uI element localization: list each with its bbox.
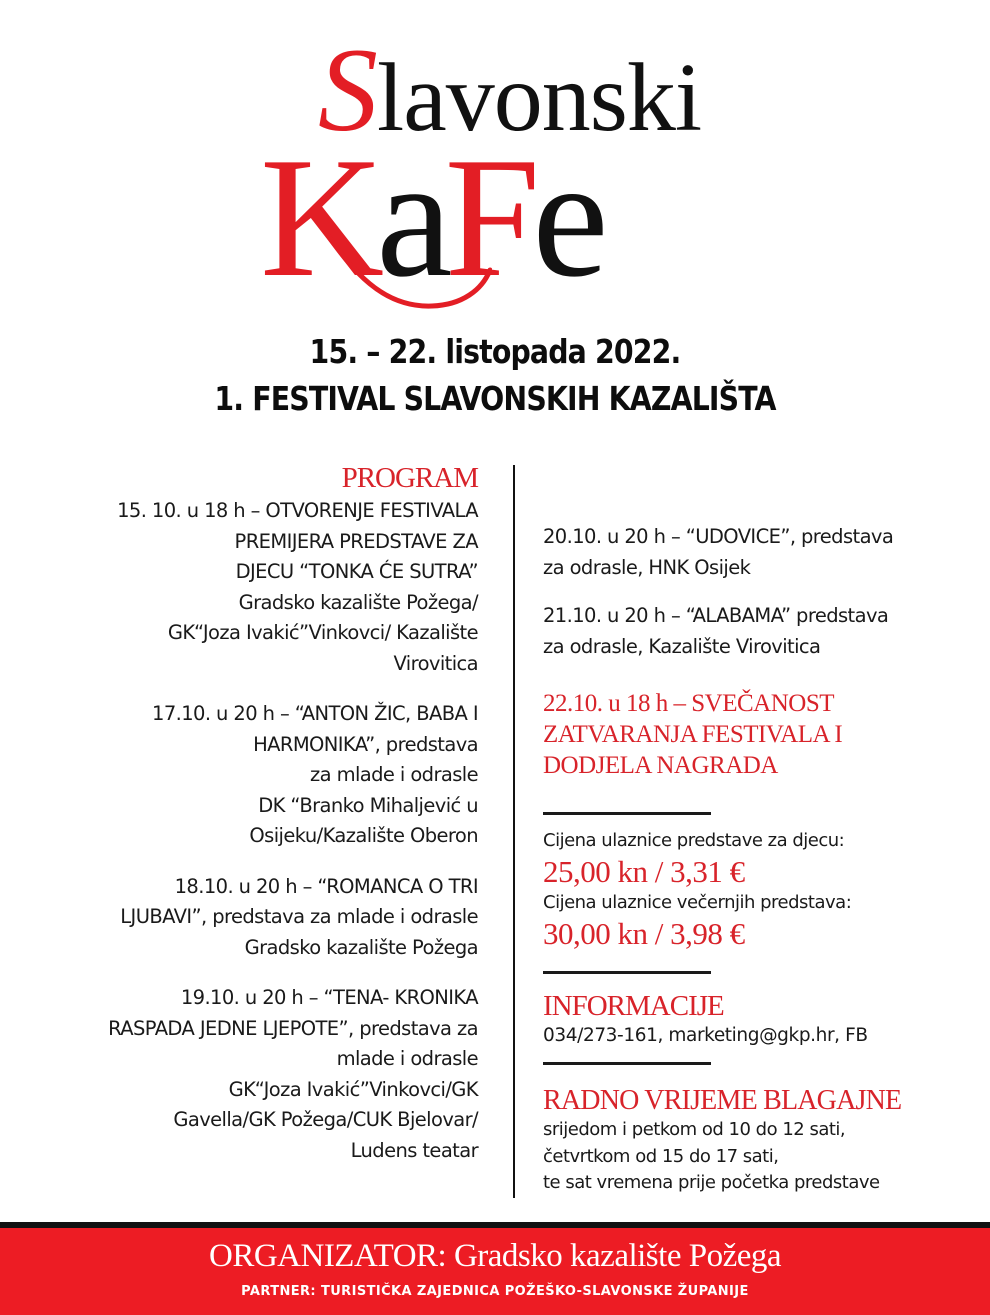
event-line: 17.10. u 20 h – “ANTON ŽIC, BABA I bbox=[152, 702, 478, 725]
price-label-evening: Cijena ulaznice večernjih predstava: bbox=[543, 892, 852, 913]
separator-line bbox=[543, 812, 711, 815]
information-title: INFORMACIJE bbox=[543, 990, 724, 1022]
event-line: Virovitica bbox=[393, 651, 478, 675]
program-event bbox=[40, 496, 478, 679]
logo-letter-e: e bbox=[532, 123, 601, 313]
logo-letter-a: a bbox=[376, 123, 445, 313]
program-title: PROGRAM bbox=[341, 462, 478, 494]
program-right-column bbox=[543, 522, 963, 781]
event-line: Gradsko kazalište Požega bbox=[244, 935, 478, 959]
program-event bbox=[543, 601, 963, 662]
festival-dates: 15. – 22. listopada 2022. bbox=[309, 332, 681, 371]
price-value-evening: 30,00 kn / 3,98 € bbox=[543, 916, 745, 951]
closing-ceremony bbox=[543, 688, 963, 781]
event-line: LJUBAVI”, predstava za mlade i odrasle bbox=[120, 905, 478, 928]
event-line: za mlade i odrasle bbox=[310, 763, 478, 786]
event-line: PREMIJERA PREDSTAVE ZA bbox=[234, 529, 478, 553]
footer-banner bbox=[0, 1222, 990, 1315]
program-event bbox=[543, 522, 963, 583]
event-line: 15. 10. u 18 h – OTVORENJE FESTIVALA bbox=[117, 499, 478, 522]
partner-text: PARTNER: TURISTIČKA ZAJEDNICA POŽEŠKO-SLAVONSKE ŽUPANIJE bbox=[241, 1284, 749, 1299]
logo-letter-k: K bbox=[260, 123, 377, 313]
program-left-column bbox=[40, 462, 478, 1166]
event-line: Osijeku/Kazalište Oberon bbox=[249, 824, 478, 847]
hours-line: četvrtkom od 15 do 17 sati, bbox=[543, 1145, 779, 1167]
contact-info: 034/273-161, marketing@gkp.hr, FB bbox=[543, 1025, 868, 1046]
event-line: HARMONIKA”, predstava bbox=[253, 732, 478, 756]
information-section bbox=[543, 990, 963, 1050]
event-line: RASPADA JEDNE LJEPOTE”, predstava za bbox=[108, 1016, 478, 1040]
event-line: mlade i odrasle bbox=[336, 1047, 478, 1070]
logo-swash-decoration bbox=[322, 230, 492, 310]
event-line: Gradsko kazalište Požega/ bbox=[238, 590, 478, 614]
box-office-hours bbox=[543, 1085, 983, 1197]
event-line: za odrasle, HNK Osijek bbox=[543, 555, 751, 579]
program-event bbox=[40, 872, 478, 964]
program-event bbox=[40, 699, 478, 852]
event-line: 19.10. u 20 h – “TENA- KRONIKA bbox=[180, 986, 478, 1009]
event-line: GK“Joza Ivakić”Vinkovci/GK bbox=[228, 1077, 478, 1101]
closing-line: DODJELA NAGRADA bbox=[543, 752, 778, 779]
ticket-prices bbox=[543, 829, 963, 953]
price-value-children: 25,00 kn / 3,31 € bbox=[543, 854, 745, 889]
hours-line: te sat vremena prije početka predstave bbox=[543, 1172, 880, 1193]
event-line: GK“Joza Ivakić”Vinkovci/ Kazalište bbox=[167, 621, 478, 644]
logo-word-slavonski-rest: lavonski bbox=[377, 44, 702, 152]
event-line: za odrasle, Kazalište Virovitica bbox=[543, 634, 821, 658]
event-line: DJECU “TONKA ĆE SUTRA” bbox=[235, 560, 478, 583]
separator-line bbox=[543, 971, 711, 974]
event-line: DK “Branko Mihaljević u bbox=[258, 793, 478, 817]
event-line: 21.10. u 20 h – “ALABAMA” predstava bbox=[543, 604, 889, 627]
column-divider bbox=[513, 465, 515, 1198]
festival-title: 1. FESTIVAL SLAVONSKIH KAZALIŠTA bbox=[214, 379, 776, 418]
logo-letter-f: F bbox=[444, 123, 533, 313]
program-event bbox=[40, 983, 478, 1166]
logo-slavonski-kafe bbox=[260, 20, 750, 313]
organizer-text: ORGANIZATOR: Gradsko kazalište Požega bbox=[208, 1238, 782, 1274]
separator-line bbox=[543, 1062, 711, 1065]
price-label-children: Cijena ulaznice predstave za djecu: bbox=[543, 830, 845, 851]
logo-letter-s: S bbox=[318, 23, 377, 156]
event-line: 20.10. u 20 h – “UDOVICE”, predstava bbox=[543, 525, 894, 548]
closing-line: 22.10. u 18 h – SVEČANOST bbox=[543, 690, 834, 717]
event-line: 18.10. u 20 h – “ROMANCA O TRI bbox=[174, 874, 478, 898]
event-line: Gavella/GK Požega/CUK Bjelovar/ bbox=[173, 1108, 478, 1131]
closing-line: ZATVARANJA FESTIVALA I bbox=[543, 721, 843, 748]
hours-line: srijedom i petkom od 10 do 12 sati, bbox=[543, 1119, 846, 1140]
event-line: Ludens teatar bbox=[350, 1138, 478, 1162]
box-office-title: RADNO VRIJEME BLAGAJNE bbox=[543, 1085, 902, 1116]
